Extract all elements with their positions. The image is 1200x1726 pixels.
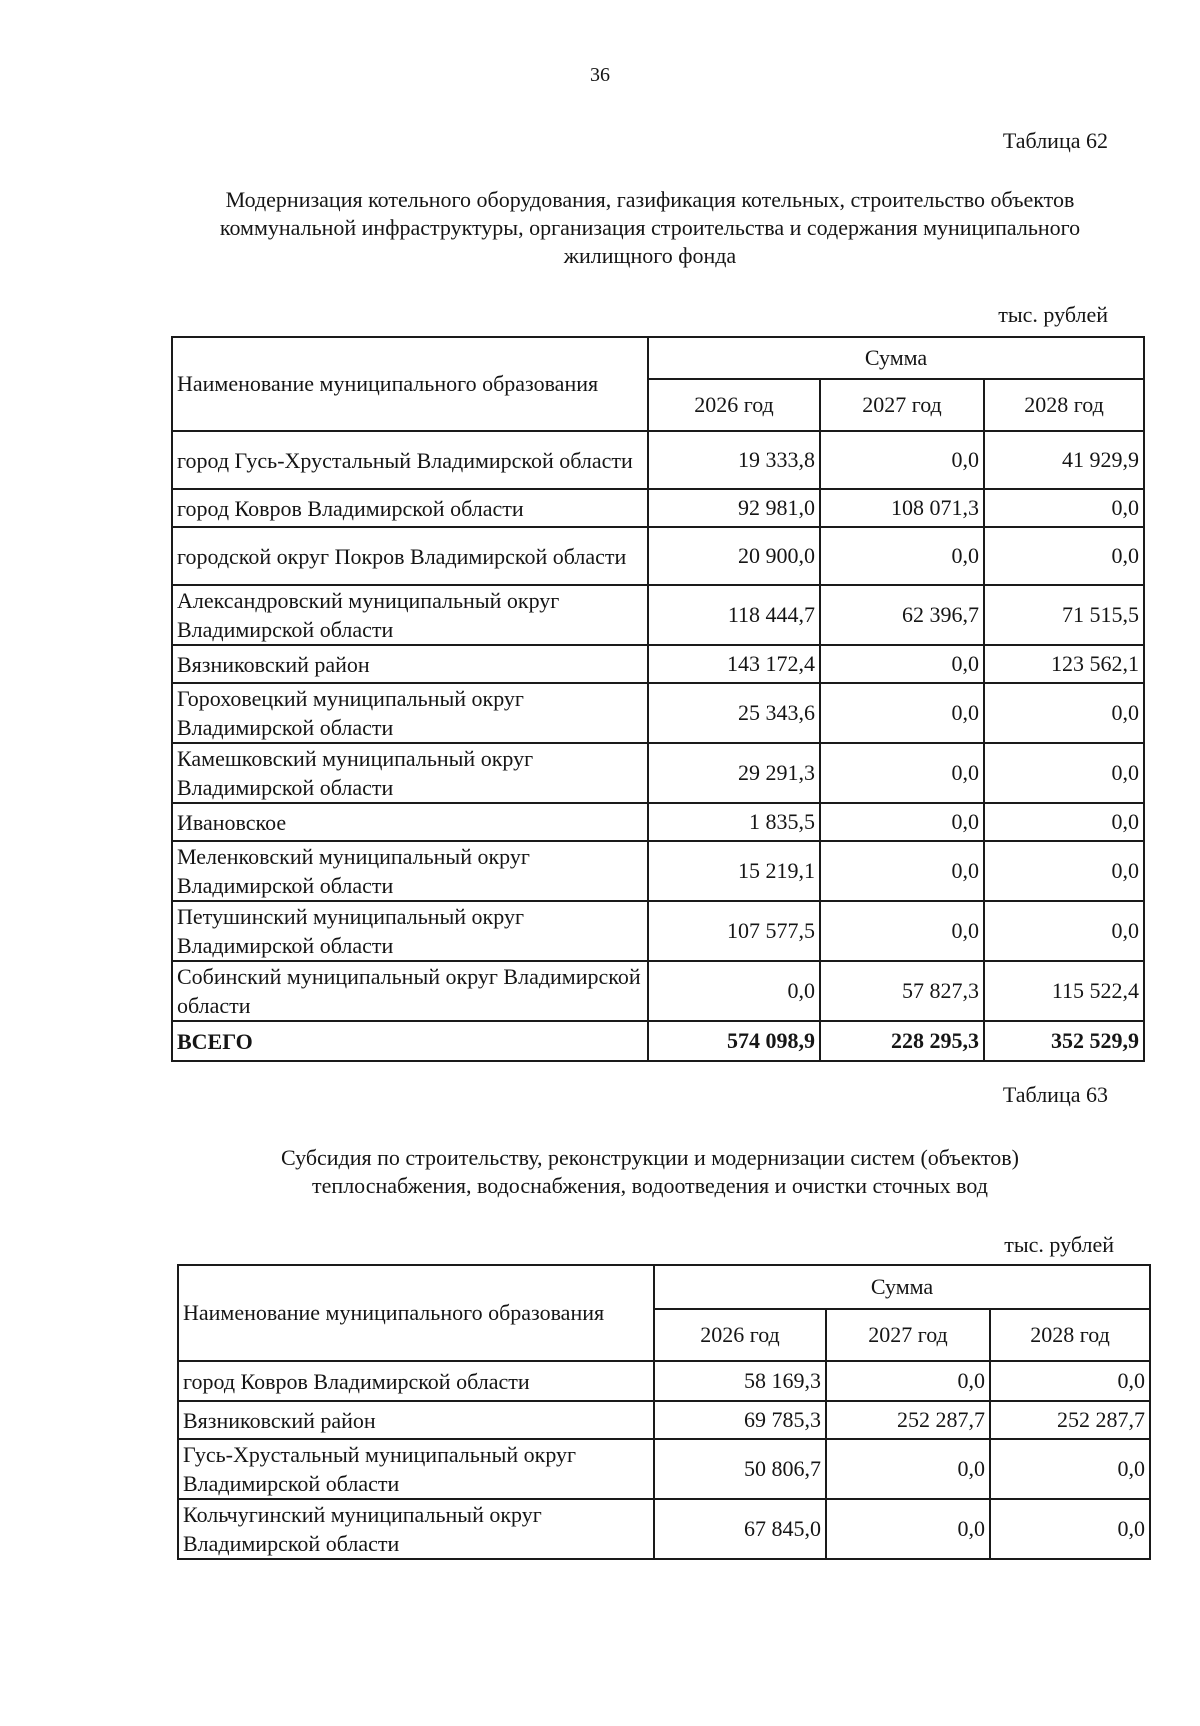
table-row — [172, 803, 1144, 841]
value-2028: 252 287,7 — [990, 1401, 1150, 1439]
value-2027: 0,0 — [820, 645, 984, 683]
column-header-sum: Сумма — [648, 337, 1144, 379]
total-2028: 352 529,9 — [984, 1021, 1144, 1061]
value-2027: 0,0 — [820, 431, 984, 489]
total-2027: 228 295,3 — [820, 1021, 984, 1061]
table-row — [172, 645, 1144, 683]
municipality-name: Кольчугинский муниципальный округ Владимирской области — [178, 1499, 654, 1559]
title-line: жилищного фонда — [563, 243, 737, 268]
title-line: теплоснабжения, водоснабжения, водоотведения и очистки сточных вод — [312, 1173, 988, 1198]
total-label: ВСЕГО — [172, 1021, 648, 1061]
column-header-sum: Сумма — [654, 1265, 1150, 1309]
column-header-2027: 2027 год — [826, 1309, 990, 1361]
value-2027: 252 287,7 — [826, 1401, 990, 1439]
table-row — [178, 1361, 1150, 1401]
table-row — [172, 961, 1144, 1021]
value-2026: 118 444,7 — [648, 585, 820, 645]
column-header-2027: 2027 год — [820, 379, 984, 431]
table-row — [178, 1401, 1150, 1439]
column-header-name: Наименование муниципального образования — [172, 337, 648, 431]
table-row — [172, 683, 1144, 743]
table-62-label: Таблица 62 — [1002, 128, 1108, 153]
table-62-title — [160, 186, 1140, 270]
municipality-name: Гусь-Хрустальный муниципальный округ Владимирской области — [178, 1439, 654, 1499]
value-2028: 0,0 — [984, 489, 1144, 527]
table-row — [172, 489, 1144, 527]
value-2027: 57 827,3 — [820, 961, 984, 1021]
column-header-2028: 2028 год — [984, 379, 1144, 431]
column-header-2026: 2026 год — [654, 1309, 826, 1361]
value-2028: 0,0 — [990, 1361, 1150, 1401]
column-header-2028: 2028 год — [990, 1309, 1150, 1361]
value-2028: 123 562,1 — [984, 645, 1144, 683]
table-63-title — [160, 1144, 1140, 1200]
value-2027: 0,0 — [820, 901, 984, 961]
value-2028: 0,0 — [984, 841, 1144, 901]
municipality-name: городской округ Покров Владимирской области — [172, 527, 648, 585]
table-row — [172, 901, 1144, 961]
value-2028: 0,0 — [984, 743, 1144, 803]
value-2026: 0,0 — [648, 961, 820, 1021]
value-2026: 15 219,1 — [648, 841, 820, 901]
municipality-name: Вязниковский район — [172, 645, 648, 683]
table-62-unit: тыс. рублей — [998, 302, 1108, 327]
value-2026: 69 785,3 — [654, 1401, 826, 1439]
value-2026: 20 900,0 — [648, 527, 820, 585]
municipality-name: город Ковров Владимирской области — [172, 489, 648, 527]
municipality-name: Гороховецкий муниципальный округ Владимирской области — [172, 683, 648, 743]
table-row — [172, 431, 1144, 489]
title-line: Субсидия по строительству, реконструкции и модернизации систем (объектов) — [280, 1145, 1020, 1170]
value-2026: 1 835,5 — [648, 803, 820, 841]
municipality-name: Собинский муниципальный округ Владимирской области — [172, 961, 648, 1021]
table-row — [172, 743, 1144, 803]
value-2027: 0,0 — [820, 527, 984, 585]
value-2026: 107 577,5 — [648, 901, 820, 961]
value-2026: 58 169,3 — [654, 1361, 826, 1401]
municipality-name: Петушинский муниципальный округ Владимирской области — [172, 901, 648, 961]
value-2028: 0,0 — [990, 1439, 1150, 1499]
table-row — [178, 1439, 1150, 1499]
municipality-name: Александровский муниципальный округ Владимирской области — [172, 585, 648, 645]
column-header-2026: 2026 год — [648, 379, 820, 431]
table-row — [172, 527, 1144, 585]
value-2026: 50 806,7 — [654, 1439, 826, 1499]
value-2026: 67 845,0 — [654, 1499, 826, 1559]
value-2028: 0,0 — [984, 901, 1144, 961]
municipality-name: город Ковров Владимирской области — [178, 1361, 654, 1401]
table-63-unit: тыс. рублей — [1004, 1232, 1114, 1257]
municipality-name: город Гусь-Хрустальный Владимирской области — [172, 431, 648, 489]
value-2027: 0,0 — [820, 803, 984, 841]
value-2027: 0,0 — [826, 1499, 990, 1559]
table-63 — [177, 1264, 1151, 1560]
value-2028: 0,0 — [984, 803, 1144, 841]
table-row — [172, 585, 1144, 645]
value-2027: 0,0 — [826, 1439, 990, 1499]
value-2028: 0,0 — [984, 527, 1144, 585]
total-row — [172, 1021, 1144, 1061]
value-2028: 41 929,9 — [984, 431, 1144, 489]
total-2026: 574 098,9 — [648, 1021, 820, 1061]
column-header-name: Наименование муниципального образования — [178, 1265, 654, 1361]
table-row — [172, 841, 1144, 901]
value-2028: 0,0 — [990, 1499, 1150, 1559]
municipality-name: Камешковский муниципальный округ Владимирской области — [172, 743, 648, 803]
value-2027: 0,0 — [826, 1361, 990, 1401]
value-2027: 62 396,7 — [820, 585, 984, 645]
table-62 — [171, 336, 1145, 1062]
value-2027: 0,0 — [820, 743, 984, 803]
value-2026: 25 343,6 — [648, 683, 820, 743]
municipality-name: Вязниковский район — [178, 1401, 654, 1439]
value-2026: 143 172,4 — [648, 645, 820, 683]
title-line: коммунальной инфраструктуры, организация строительства и содержания муниципального — [219, 215, 1081, 240]
value-2026: 29 291,3 — [648, 743, 820, 803]
table-63-label: Таблица 63 — [1002, 1082, 1108, 1107]
page-number: 36 — [590, 64, 610, 86]
value-2026: 19 333,8 — [648, 431, 820, 489]
value-2028: 115 522,4 — [984, 961, 1144, 1021]
title-line: Модернизация котельного оборудования, газификация котельных, строительство объектов — [225, 187, 1075, 212]
municipality-name: Меленковский муниципальный округ Владимирской области — [172, 841, 648, 901]
municipality-name: Ивановское — [172, 803, 648, 841]
value-2028: 71 515,5 — [984, 585, 1144, 645]
value-2027: 0,0 — [820, 683, 984, 743]
value-2028: 0,0 — [984, 683, 1144, 743]
table-row — [178, 1499, 1150, 1559]
value-2027: 108 071,3 — [820, 489, 984, 527]
value-2026: 92 981,0 — [648, 489, 820, 527]
value-2027: 0,0 — [820, 841, 984, 901]
